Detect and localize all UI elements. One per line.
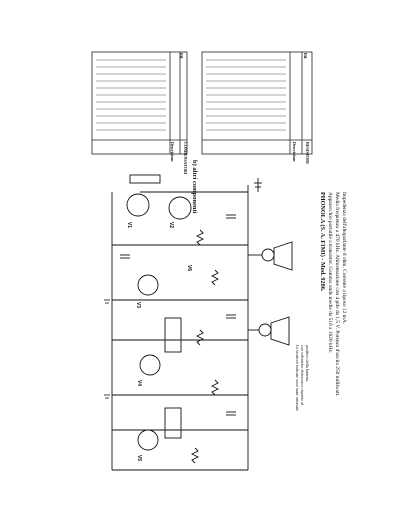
caption-title: PHONOLA (S. A. FIMI) - Mod. 9286. (319, 192, 326, 292)
transistor-label: V6 (186, 264, 193, 272)
measurement-note-3: positivo della batteria. (305, 345, 310, 383)
table-rows (96, 60, 286, 130)
measurement-note-2: con voltmetro elettronico rispetto al (300, 345, 305, 406)
table-right-col2: Descrizione (292, 142, 297, 162)
transistor-label: V1 (126, 221, 133, 229)
caption-line-2: Media frequenza a 470 kHz. Alimentazione con 4 pile da 1,5 V. Potenza d'uscita 250 milliwatt. (334, 192, 340, 397)
transistor-label: V5 (136, 454, 143, 462)
transistor-label: V4 (136, 379, 143, 387)
transistor-label: V2 (168, 221, 175, 229)
circuit (112, 175, 292, 470)
measurement-note-1: Le tensioni indicate sono state misurate (295, 345, 300, 412)
table-left-col2: Descrizione (170, 142, 175, 162)
ground-symbols (104, 300, 110, 398)
components-tables (92, 52, 312, 154)
table-right-col1: Rif. (303, 53, 308, 60)
caption-line-1: Apparecchio portatile a transistor. Gamma onde medie da 518 a 1620 kHz. (327, 192, 333, 354)
transistor-label: V3 (135, 301, 142, 309)
table-left-col1: Rif. (179, 53, 184, 60)
caption-line-3: Impedenza dell'altoparlante 8 ohm. Corrente a riposo 12 mA. (341, 192, 347, 325)
table-right-title: RESISTORI (305, 142, 310, 164)
table-left-title: CONDENSATORI (183, 142, 188, 175)
section-title: b) altri componenti (191, 160, 198, 214)
